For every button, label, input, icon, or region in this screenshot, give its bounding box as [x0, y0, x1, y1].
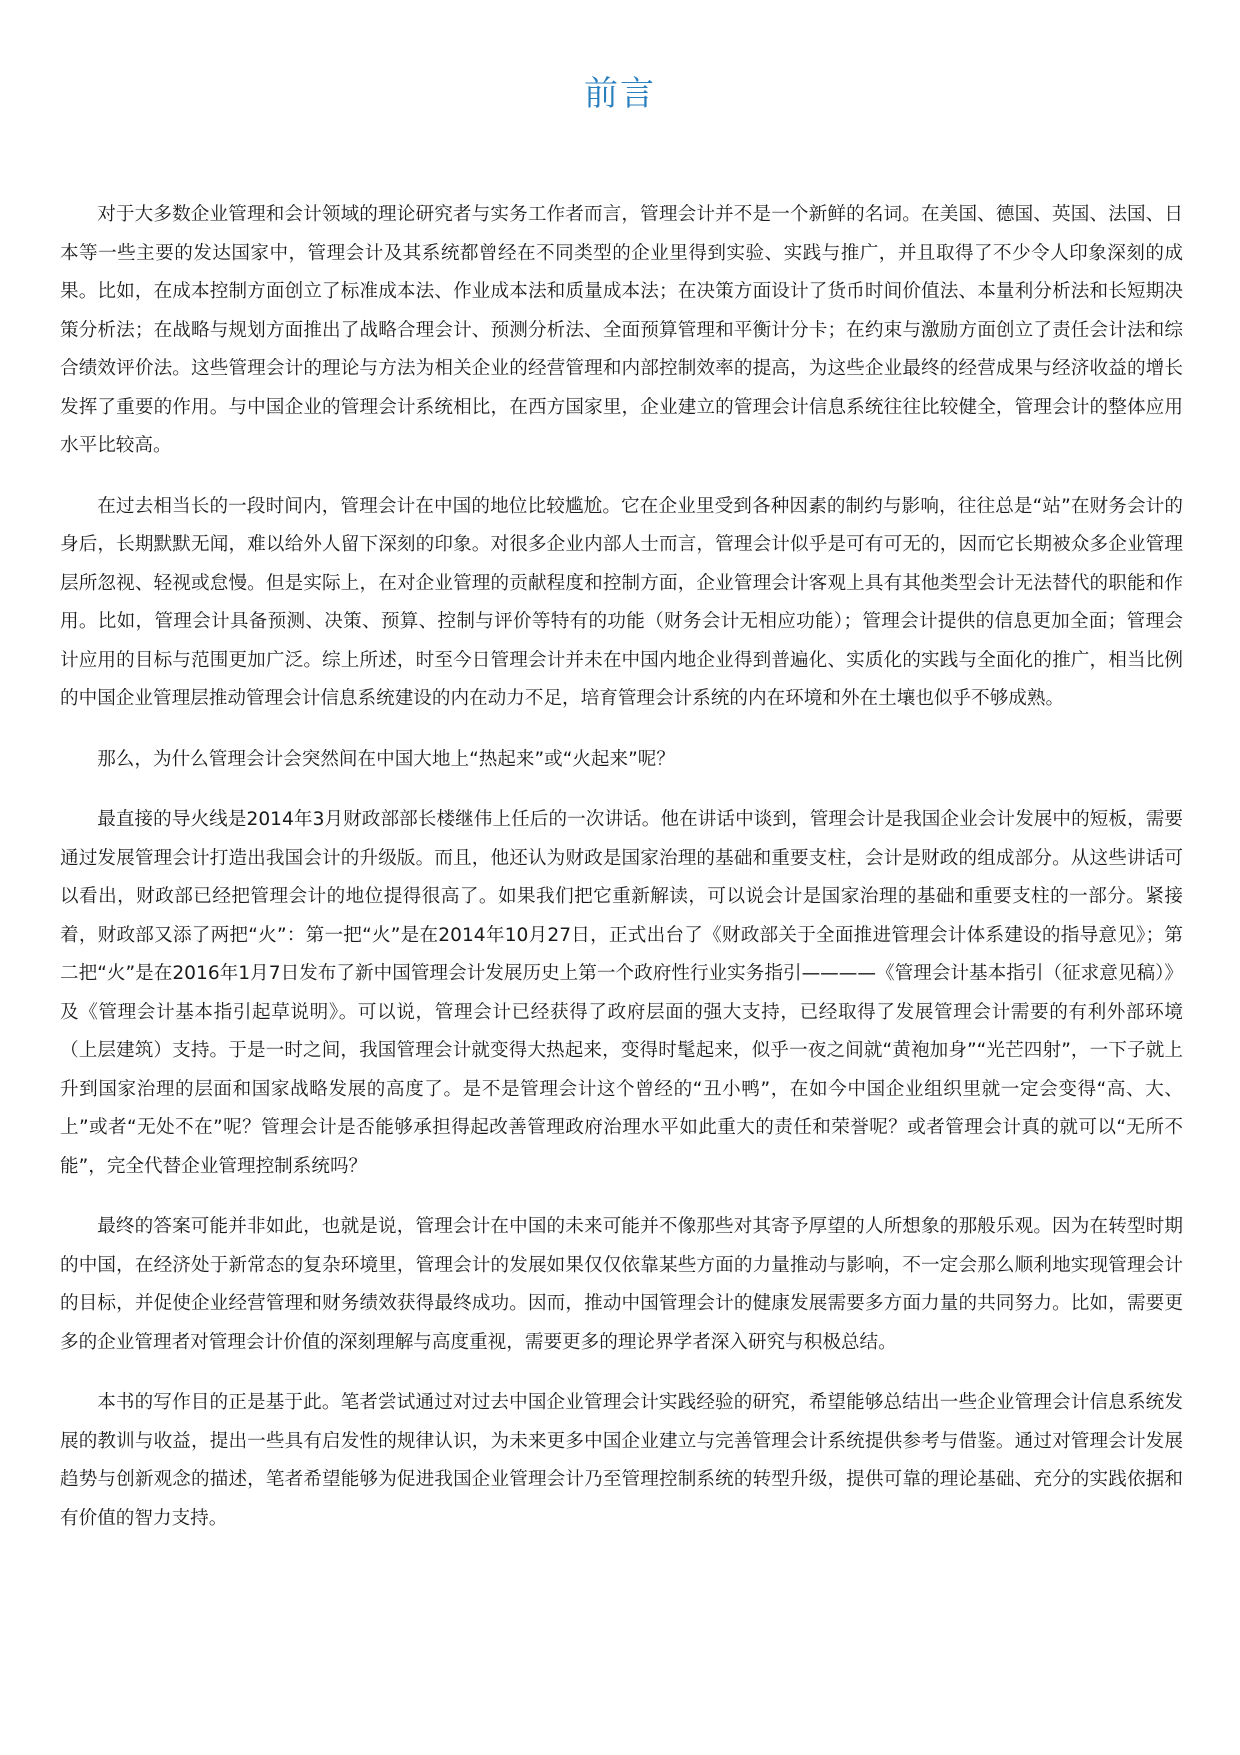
paragraph-3: 那么，为什么管理会计会突然间在中国大地上“热起来”或“火起来”呢？ — [97, 748, 675, 770]
paragraph-4: 最直接的导火线是2014年3月财政部部长楼继伟上任后的一次讲话。他在讲话中谈到，管理会计是我国企业会计发展中的短板，需要通过发展管理会计打造出我国会计的升级版。而且，他还认为财政是国家治理的基础和重要支柱，会计是财政的组成部分。从这些讲话可以看出，财政部已经把管理会计的地位提得很高了。如果我们把它重新解读，可以说会计是国家治理的基础和重要支柱的一部分。紧接着，财政部又添了两把“火”：第一把“火”是在2014年10月27日，正式出台了《财政部关于全面推进管理会计体系建设的指导意见》；第二把“火”是在2016年1月7日发布了新中国管理会计发展历史上第一个政府性行业实务指引————《管理会计基本指引（征求意见稿）》及《管理会计基本指引起草说明》。可以说，管理会计已经获得了政府层面的强大支持，已经取得了发展管理会计需要的有利外部环境（上层建筑）支持。于是一时之间，我国管理会计就变得大热起来，变得时髦起来，似乎一夜之间就“黄袍加身”“光芒四射”，一下子就上升到国家治理的层面和国家战略发展的高度了。是不是管理会计这个曾经的“丑小鸭”，在如今中国企业组织里就一定会变得“高、大、上”或者“无处不在”呢？管理会计是否能够承担得起改善管理政府治理水平如此重大的责任和荣誉呢？或者管理会计真的就可以“无所不能”，完全代替企业管理控制系统吗？ — [60, 809, 1183, 1177]
paragraph-1: 对于大多数企业管理和会计领域的理论研究者与实务工作者而言，管理会计并不是一个新鲜的名词。在美国、德国、英国、法国、日本等一些主要的发达国家中，管理会计及其系统都曾经在不同类型的企业里得到实验、实践与推广，并且取得了不少令人印象深刻的成果。比如，在成本控制方面创立了标准成本法、作业成本法和质量成本法；在决策方面设计了货币时间价值法、本量利分析法和长短期决策分析法；在战略与规划方面推出了战略合理会计、预测分析法、全面预算管理和平衡计分卡；在约束与激励方面创立了责任会计法和综合绩效评价法。这些管理会计的理论与方法为相关企业的经营管理和内部控制效率的提高，为这些企业最终的经营成果与经济收益的增长发挥了重要的作用。与中国企业的管理会计系统相比，在西方国家里，企业建立的管理会计信息系统往往比较健全，管理会计的整体应用水平比较高。 — [60, 204, 1183, 456]
paragraph-2: 在过去相当长的一段时间内，管理会计在中国的地位比较尴尬。它在企业里受到各种因素的制约与影响，往往总是“站”在财务会计的身后，长期默默无闻，难以给外人留下深刻的印象。对很多企业内部人士而言，管理会计似乎是可有可无的，因而它长期被众多企业管理层所忽视、轻视或怠慢。但是实际上，在对企业管理的贡献程度和控制方面，企业管理会计客观上具有其他类型会计无法替代的职能和作用。比如，管理会计具备预测、决策、预算、控制与评价等特有的功能（财务会计无相应功能）；管理会计提供的信息更加全面；管理会计应用的目标与范围更加广泛。综上所述，时至今日管理会计并未在中国内地企业得到普遍化、实质化的实践与全面化的推广，相当比例的中国企业管理层推动管理会计信息系统建设的内在动力不足，培育管理会计系统的内在环境和外在土壤也似乎不够成熟。 — [60, 495, 1183, 709]
page-title: 前言 — [584, 74, 656, 114]
paragraph-6: 本书的写作目的正是基于此。笔者尝试通过对过去中国企业管理会计实践经验的研究，希望能够总结出一些企业管理会计信息系统发展的教训与收益，提出一些具有启发性的规律认识，为未来更多中国企业建立与完善管理会计系统提供参考与借鉴。通过对管理会计发展趋势与创新观念的描述，笔者希望能够为促进我国企业管理会计乃至管理控制系统的转型升级，提供可靠的理论基础、充分的实践依据和有价值的智力支持。 — [60, 1392, 1183, 1529]
preface-body — [60, 196, 1183, 1560]
paragraph-5: 最终的答案可能并非如此，也就是说，管理会计在中国的未来可能并不像那些对其寄予厚望的人所想象的那般乐观。因为在转型时期的中国，在经济处于新常态的复杂环境里，管理会计的发展如果仅仅依靠某些方面的力量推动与影响，不一定会那么顺利地实现管理会计的目标，并促使企业经营管理和财务绩效获得最终成功。因而，推动中国管理会计的健康发展需要多方面力量的共同努力。比如，需要更多的企业管理者对管理会计价值的深刻理解与高度重视，需要更多的理论界学者深入研究与积极总结。 — [60, 1216, 1183, 1353]
